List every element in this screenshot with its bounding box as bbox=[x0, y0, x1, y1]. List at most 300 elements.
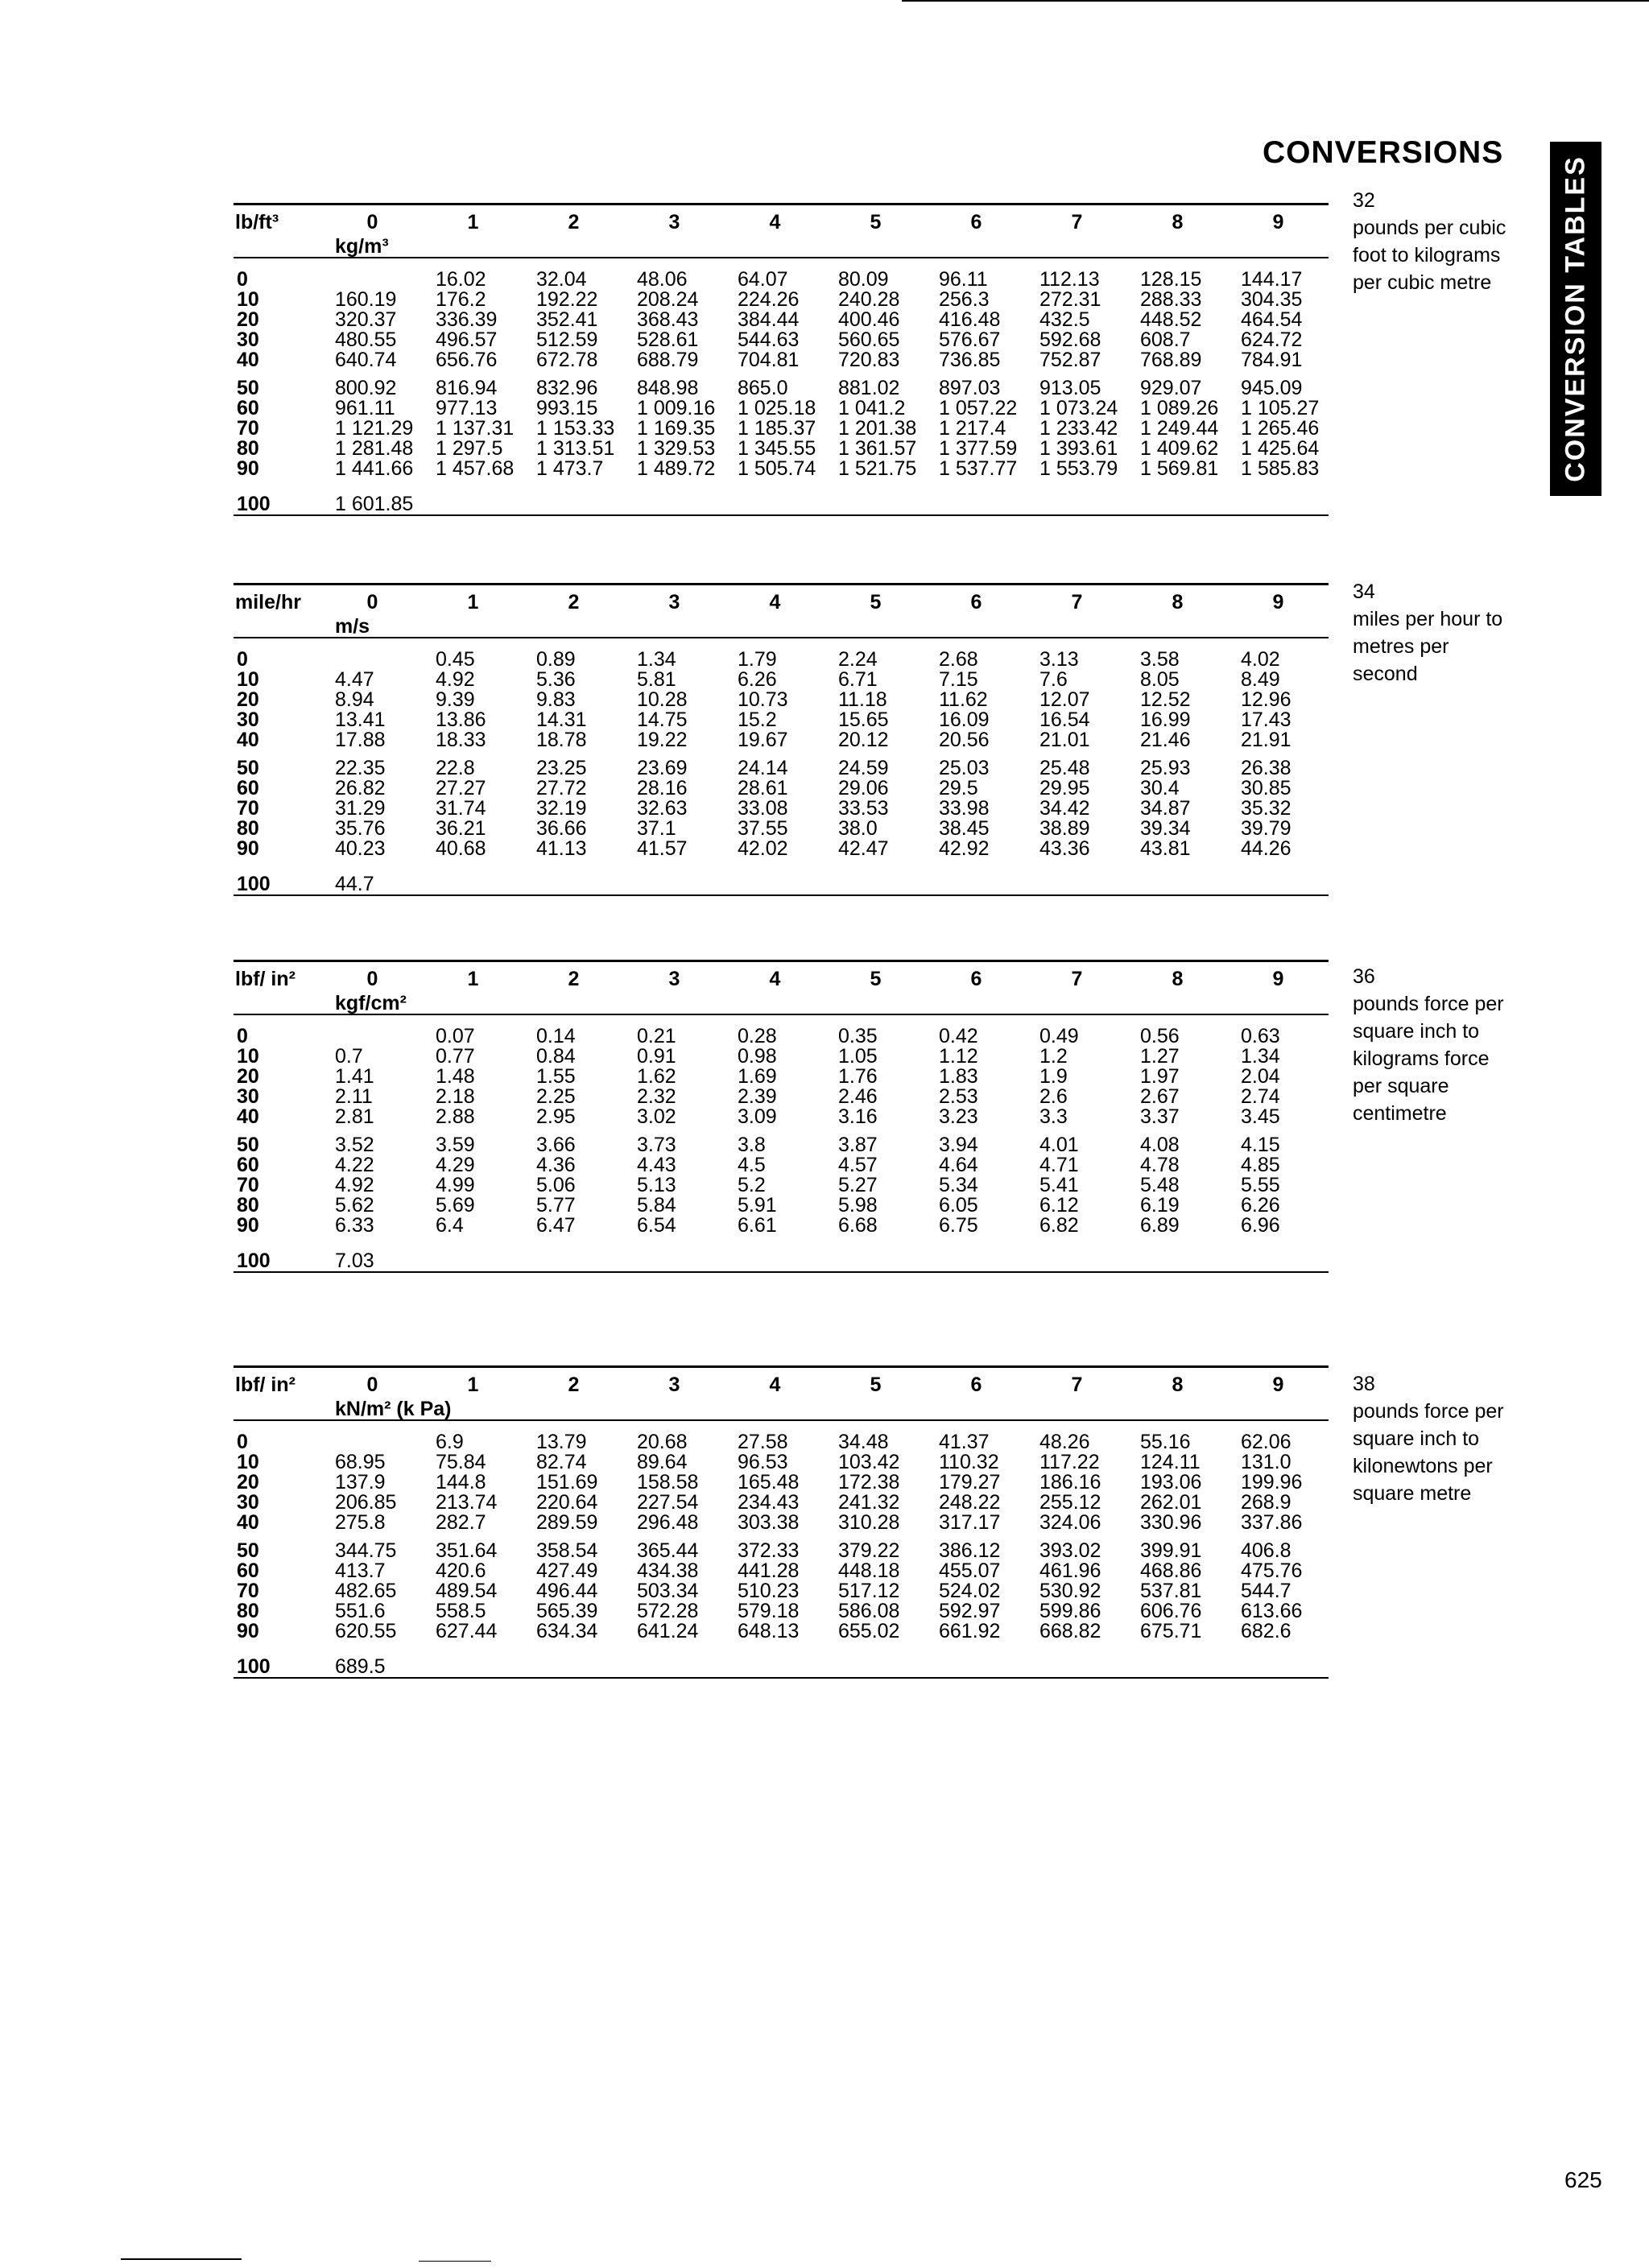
table-cell: 23.25 bbox=[536, 757, 587, 779]
table-cell: 606.76 bbox=[1140, 1600, 1202, 1622]
row-label: 80 bbox=[237, 1194, 259, 1217]
table-cell: 406.8 bbox=[1241, 1539, 1292, 1562]
row-label: 40 bbox=[237, 729, 259, 751]
table-cell: 1.41 bbox=[335, 1065, 374, 1088]
table-row bbox=[234, 1047, 1329, 1067]
column-header: 9 bbox=[1228, 585, 1329, 613]
table-cell: 6.82 bbox=[1039, 1214, 1079, 1237]
table-cell: 6.89 bbox=[1140, 1214, 1180, 1237]
table-cell: 272.31 bbox=[1039, 288, 1101, 311]
table-cell: 675.71 bbox=[1140, 1620, 1202, 1642]
table-cell: 16.54 bbox=[1039, 708, 1090, 731]
table-cell: 379.22 bbox=[838, 1539, 900, 1562]
table-cell: 704.81 bbox=[738, 349, 800, 371]
table-cell: 2.24 bbox=[838, 648, 878, 671]
table-cell: 0.7 bbox=[335, 1045, 363, 1068]
table-cell: 413.7 bbox=[335, 1560, 386, 1582]
table-cell: 0.35 bbox=[838, 1025, 878, 1047]
from-unit: lbf/ in² bbox=[234, 961, 322, 990]
table-cell: 560.65 bbox=[838, 328, 900, 351]
row-label: 0 bbox=[237, 1431, 248, 1453]
table-cell: 1.79 bbox=[738, 648, 777, 671]
table-cell: 7.03 bbox=[322, 1244, 624, 1272]
table-cell: 25.48 bbox=[1039, 757, 1090, 779]
table-cell: 784.91 bbox=[1241, 349, 1303, 371]
table-cell: 441.28 bbox=[738, 1560, 800, 1582]
table-cell: 1 137.31 bbox=[436, 417, 515, 440]
table-cell: 448.52 bbox=[1140, 308, 1202, 331]
table-cell: 368.43 bbox=[637, 308, 699, 331]
table-cell: 29.5 bbox=[939, 777, 978, 799]
column-header: 4 bbox=[725, 1367, 825, 1396]
table-cell: 0.77 bbox=[436, 1045, 475, 1068]
table-cell: 14.31 bbox=[536, 708, 587, 731]
table-cell: 1 313.51 bbox=[536, 437, 615, 460]
table-cell: 43.81 bbox=[1140, 837, 1191, 860]
table-cell: 296.48 bbox=[637, 1511, 699, 1534]
table-cell: 48.26 bbox=[1039, 1431, 1090, 1453]
row-label: 0 bbox=[237, 1025, 248, 1047]
row-label: 70 bbox=[237, 1174, 259, 1196]
table-cell: 42.02 bbox=[738, 837, 788, 860]
table-cell: 5.34 bbox=[939, 1174, 978, 1196]
row-label: 50 bbox=[237, 1539, 259, 1562]
table-cell: 2.39 bbox=[738, 1085, 777, 1108]
table-cell: 393.02 bbox=[1039, 1539, 1101, 1562]
table-cell: 7.6 bbox=[1039, 668, 1068, 691]
table-cell: 720.83 bbox=[838, 349, 900, 371]
table-cell: 1 121.29 bbox=[335, 417, 414, 440]
table-cell: 1 425.64 bbox=[1241, 437, 1320, 460]
table-cell: 1.12 bbox=[939, 1045, 978, 1068]
table-row bbox=[234, 350, 1329, 370]
table-cell: 1 217.4 bbox=[939, 417, 1006, 440]
target-unit-row bbox=[234, 1395, 1329, 1420]
table-cell: 33.08 bbox=[738, 797, 788, 820]
table-cell: 22.35 bbox=[335, 757, 386, 779]
column-header: 2 bbox=[523, 204, 624, 233]
column-header: 8 bbox=[1127, 204, 1228, 233]
table-cell: 1.83 bbox=[939, 1065, 978, 1088]
table-cell: 372.33 bbox=[738, 1539, 800, 1562]
table-cell: 6.33 bbox=[335, 1214, 374, 1237]
table-cell: 1.27 bbox=[1140, 1045, 1180, 1068]
table-row bbox=[234, 1196, 1329, 1216]
table-cell: 4.29 bbox=[436, 1154, 475, 1176]
table-row bbox=[234, 439, 1329, 459]
table-cell: 193.06 bbox=[1140, 1471, 1202, 1493]
table-cell: 4.99 bbox=[436, 1174, 475, 1196]
column-header: 0 bbox=[322, 585, 423, 613]
column-header: 3 bbox=[624, 1367, 725, 1396]
table-cell: 1 041.2 bbox=[838, 397, 906, 419]
row-label: 0 bbox=[237, 648, 248, 671]
column-header: 6 bbox=[926, 204, 1027, 233]
column-header: 4 bbox=[725, 204, 825, 233]
table-cell: 0.89 bbox=[536, 648, 576, 671]
row-label: 70 bbox=[237, 1580, 259, 1602]
table-cell: 330.96 bbox=[1140, 1511, 1202, 1534]
row-label: 10 bbox=[237, 1451, 259, 1473]
table-cell: 6.26 bbox=[1241, 1194, 1280, 1217]
table-cell: 6.71 bbox=[838, 668, 878, 691]
table-cell: 599.86 bbox=[1039, 1600, 1101, 1622]
table-cell: 0.91 bbox=[637, 1045, 676, 1068]
top-rule bbox=[902, 0, 1649, 2]
table-cell: 480.55 bbox=[335, 328, 397, 351]
table-cell: 144.17 bbox=[1241, 268, 1303, 291]
table-row bbox=[234, 819, 1329, 839]
table-cell: 8.05 bbox=[1140, 668, 1180, 691]
table-cell: 6.54 bbox=[637, 1214, 676, 1237]
table-cell: 1 009.16 bbox=[637, 397, 716, 419]
page-number: 625 bbox=[1564, 2167, 1602, 2192]
table-cell: 5.55 bbox=[1241, 1174, 1280, 1196]
conversion-grid bbox=[234, 583, 1329, 896]
table-cell: 4.5 bbox=[738, 1154, 766, 1176]
table-cell: 25.03 bbox=[939, 757, 990, 779]
table-row bbox=[234, 1473, 1329, 1493]
conversion-grid bbox=[234, 203, 1329, 516]
table-cell: 179.27 bbox=[939, 1471, 1001, 1493]
caption-text: miles per hour to metres per second bbox=[1353, 608, 1503, 685]
table-cell: 40.68 bbox=[436, 837, 486, 860]
table-cell: 0.21 bbox=[637, 1025, 676, 1047]
table-row bbox=[234, 310, 1329, 330]
table-cell: 16.02 bbox=[436, 268, 486, 291]
table-cell: 20.56 bbox=[939, 729, 990, 751]
table-cell: 13.41 bbox=[335, 708, 386, 731]
table-cell: 1 025.18 bbox=[738, 397, 816, 419]
table-cell: 544.7 bbox=[1241, 1580, 1292, 1602]
table-cell: 32.04 bbox=[536, 268, 587, 291]
table-cell: 16.99 bbox=[1140, 708, 1191, 731]
conversion-grid bbox=[234, 960, 1329, 1273]
row-label: 60 bbox=[237, 777, 259, 799]
table-cell: 434.38 bbox=[637, 1560, 699, 1582]
table-cell: 688.79 bbox=[637, 349, 699, 371]
table-cell: 38.89 bbox=[1039, 817, 1090, 840]
table-cell: 624.72 bbox=[1241, 328, 1303, 351]
table-cell bbox=[322, 1432, 423, 1452]
column-header: 3 bbox=[624, 585, 725, 613]
table-cell: 1 057.22 bbox=[939, 397, 1018, 419]
table-cell: 89.64 bbox=[637, 1451, 688, 1473]
table-cell: 1 409.62 bbox=[1140, 437, 1219, 460]
table-cell: 5.81 bbox=[637, 668, 676, 691]
row-label: 50 bbox=[237, 757, 259, 779]
column-header: 1 bbox=[423, 204, 523, 233]
table-cell: 41.13 bbox=[536, 837, 587, 860]
table-cell: 1 457.68 bbox=[436, 457, 515, 480]
table-cell: 34.42 bbox=[1039, 797, 1090, 820]
table-cell: 929.07 bbox=[1140, 377, 1202, 399]
table-row bbox=[234, 1541, 1329, 1561]
table-cell: 945.09 bbox=[1241, 377, 1303, 399]
caption-number: 38 bbox=[1353, 1373, 1375, 1395]
table-cell: 227.54 bbox=[637, 1491, 699, 1514]
row-label: 10 bbox=[237, 1045, 259, 1068]
row-label: 30 bbox=[237, 708, 259, 731]
table-cell: 96.53 bbox=[738, 1451, 788, 1473]
row-label: 80 bbox=[237, 437, 259, 460]
table-cell: 579.18 bbox=[738, 1600, 800, 1622]
row-label: 50 bbox=[237, 377, 259, 399]
table-row bbox=[234, 330, 1329, 350]
table-cell: 0.42 bbox=[939, 1025, 978, 1047]
to-unit: m/s bbox=[322, 613, 624, 638]
table-cell: 29.95 bbox=[1039, 777, 1090, 799]
table-cell: 5.91 bbox=[738, 1194, 777, 1217]
table-cell: 365.44 bbox=[637, 1539, 699, 1562]
table-cell: 38.0 bbox=[838, 817, 878, 840]
column-header: 6 bbox=[926, 961, 1027, 990]
table-cell: 268.9 bbox=[1241, 1491, 1292, 1514]
table-cell: 241.32 bbox=[838, 1491, 900, 1514]
caption-text: pounds force per square inch to kilograms force per square centimetre bbox=[1353, 993, 1504, 1125]
row-label: 60 bbox=[237, 1154, 259, 1176]
table-cell: 1 601.85 bbox=[322, 487, 624, 515]
table-cell: 16.09 bbox=[939, 708, 990, 731]
table-row bbox=[234, 758, 1329, 779]
table-cell: 24.59 bbox=[838, 757, 889, 779]
table-cell: 5.36 bbox=[536, 668, 576, 691]
table-cell: 4.01 bbox=[1039, 1134, 1079, 1156]
table-caption bbox=[1353, 1370, 1514, 1507]
row-label: 100 bbox=[234, 1650, 322, 1678]
table-cell: 17.88 bbox=[335, 729, 386, 751]
footer-rule bbox=[121, 2258, 242, 2260]
table-cell: 20.68 bbox=[637, 1431, 688, 1453]
table-cell: 80.09 bbox=[838, 268, 889, 291]
table-caption bbox=[1353, 578, 1514, 688]
table-caption bbox=[1353, 187, 1514, 296]
table-cell: 0.28 bbox=[738, 1025, 777, 1047]
table-row bbox=[234, 378, 1329, 399]
table-cell: 1 393.61 bbox=[1039, 437, 1118, 460]
table-cell: 44.7 bbox=[322, 867, 624, 895]
table-cell: 768.89 bbox=[1140, 349, 1202, 371]
table-cell: 5.62 bbox=[335, 1194, 374, 1217]
table-cell: 1 153.33 bbox=[536, 417, 615, 440]
table-cell: 62.06 bbox=[1241, 1431, 1292, 1453]
table-cell: 112.13 bbox=[1039, 268, 1100, 291]
table-cell: 3.3 bbox=[1039, 1105, 1068, 1128]
table-cell: 186.16 bbox=[1039, 1471, 1101, 1493]
table-cell: 110.32 bbox=[939, 1451, 999, 1473]
row-label: 100 bbox=[234, 1244, 322, 1272]
table-cell: 4.02 bbox=[1241, 648, 1280, 671]
row-label: 70 bbox=[237, 797, 259, 820]
table-cell: 961.11 bbox=[335, 397, 395, 419]
table-cell: 503.34 bbox=[637, 1580, 699, 1602]
table-row bbox=[234, 1432, 1329, 1452]
table-cell: 586.08 bbox=[838, 1600, 900, 1622]
table-cell: 289.59 bbox=[536, 1511, 598, 1534]
table-cell: 1 553.79 bbox=[1039, 457, 1118, 480]
table-cell: 1.2 bbox=[1039, 1045, 1068, 1068]
table-row bbox=[234, 1216, 1329, 1236]
table-cell: 35.76 bbox=[335, 817, 386, 840]
table-cell: 865.0 bbox=[738, 377, 788, 399]
table-cell: 96.11 bbox=[939, 268, 988, 291]
table-cell: 4.92 bbox=[436, 668, 475, 691]
from-unit: lb/ft³ bbox=[234, 204, 322, 233]
column-header-row bbox=[234, 204, 1329, 233]
table-cell: 2.6 bbox=[1039, 1085, 1068, 1108]
table-cell: 689.5 bbox=[322, 1650, 624, 1678]
table-cell: 32.19 bbox=[536, 797, 587, 820]
table-cell: 220.64 bbox=[536, 1491, 598, 1514]
table-cell: 32.63 bbox=[637, 797, 688, 820]
row-label: 90 bbox=[237, 1620, 259, 1642]
table-cell: 30.4 bbox=[1140, 777, 1180, 799]
table-cell: 5.2 bbox=[738, 1174, 766, 1196]
table-cell: 0.14 bbox=[536, 1025, 576, 1047]
caption-text: pounds force per square inch to kilonewtons per square metre bbox=[1353, 1400, 1504, 1505]
row-label: 100 bbox=[234, 487, 322, 515]
table-row bbox=[234, 1087, 1329, 1107]
table-cell: 1.62 bbox=[637, 1065, 676, 1088]
conversion-table bbox=[234, 203, 1329, 516]
table-cell: 1 585.83 bbox=[1241, 457, 1320, 480]
caption-number: 32 bbox=[1353, 189, 1375, 212]
table-cell: 3.58 bbox=[1140, 648, 1180, 671]
table-cell: 131.0 bbox=[1241, 1451, 1292, 1473]
table-cell: 21.91 bbox=[1241, 729, 1292, 751]
table-cell: 10.73 bbox=[738, 688, 788, 711]
table-cell: 43.36 bbox=[1039, 837, 1090, 860]
table-cell: 475.76 bbox=[1241, 1560, 1303, 1582]
table-cell: 303.38 bbox=[738, 1511, 800, 1534]
column-header: 8 bbox=[1127, 1367, 1228, 1396]
table-cell: 213.74 bbox=[436, 1491, 498, 1514]
table-cell: 3.09 bbox=[738, 1105, 777, 1128]
table-cell: 3.16 bbox=[838, 1105, 878, 1128]
table-cell: 6.47 bbox=[536, 1214, 576, 1237]
column-header: 1 bbox=[423, 585, 523, 613]
table-cell: 977.13 bbox=[436, 397, 498, 419]
column-header: 5 bbox=[825, 204, 926, 233]
column-header: 6 bbox=[926, 1367, 1027, 1396]
table-cell: 1 089.26 bbox=[1140, 397, 1219, 419]
table-row bbox=[234, 1561, 1329, 1581]
table-cell: 1.34 bbox=[1241, 1045, 1280, 1068]
row-label: 20 bbox=[237, 308, 259, 331]
table-row bbox=[234, 650, 1329, 670]
target-unit-row bbox=[234, 989, 1329, 1014]
table-row bbox=[234, 1155, 1329, 1175]
table-cell: 75.84 bbox=[436, 1451, 486, 1473]
table-cell: 661.92 bbox=[939, 1620, 1001, 1642]
table-row bbox=[234, 1135, 1329, 1155]
table-cell: 4.22 bbox=[335, 1154, 374, 1176]
table-cell: 668.82 bbox=[1039, 1620, 1101, 1642]
row-label: 80 bbox=[237, 1600, 259, 1622]
table-cell: 27.27 bbox=[436, 777, 486, 799]
table-cell: 3.87 bbox=[838, 1134, 878, 1156]
table-cell: 2.81 bbox=[335, 1105, 374, 1128]
table-cell: 15.65 bbox=[838, 708, 889, 731]
table-cell: 2.25 bbox=[536, 1085, 576, 1108]
table-cell: 344.75 bbox=[335, 1539, 397, 1562]
table-cell: 558.5 bbox=[436, 1600, 486, 1622]
table-cell: 37.1 bbox=[637, 817, 676, 840]
table-row bbox=[234, 1513, 1329, 1533]
column-header: 1 bbox=[423, 1367, 523, 1396]
table-cell: 1 201.38 bbox=[838, 417, 917, 440]
table-cell: 5.41 bbox=[1039, 1174, 1079, 1196]
table-cell: 68.95 bbox=[335, 1451, 386, 1473]
table-cell: 1 249.44 bbox=[1140, 417, 1219, 440]
column-header: 0 bbox=[322, 1367, 423, 1396]
table-cell: 11.18 bbox=[838, 688, 887, 711]
column-header: 2 bbox=[523, 961, 624, 990]
table-cell: 3.02 bbox=[637, 1105, 676, 1128]
table-cell: 1.55 bbox=[536, 1065, 576, 1088]
conversion-table bbox=[234, 583, 1329, 896]
table-cell: 317.17 bbox=[939, 1511, 1001, 1534]
table-cell: 0.98 bbox=[738, 1045, 777, 1068]
table-cell: 672.78 bbox=[536, 349, 598, 371]
table-cell: 832.96 bbox=[536, 377, 598, 399]
table-cell: 14.75 bbox=[637, 708, 688, 731]
table-cell: 6.12 bbox=[1039, 1194, 1079, 1217]
table-cell: 4.47 bbox=[335, 668, 374, 691]
table-cell: 682.6 bbox=[1241, 1620, 1292, 1642]
row-label: 70 bbox=[237, 417, 259, 440]
column-header: 0 bbox=[322, 961, 423, 990]
table-cell: 42.47 bbox=[838, 837, 889, 860]
table-cell: 8.94 bbox=[335, 688, 374, 711]
table-cell: 1 345.55 bbox=[738, 437, 816, 460]
table-cell: 6.4 bbox=[436, 1214, 464, 1237]
table-cell: 28.16 bbox=[637, 777, 688, 799]
table-cell: 124.11 bbox=[1140, 1451, 1201, 1473]
table-cell: 0.07 bbox=[436, 1025, 475, 1047]
table-cell: 537.81 bbox=[1140, 1580, 1202, 1602]
table-cell: 55.16 bbox=[1140, 1431, 1191, 1453]
table-cell: 206.85 bbox=[335, 1491, 397, 1514]
table-row bbox=[234, 290, 1329, 310]
row-label: 60 bbox=[237, 397, 259, 419]
table-cell: 1 505.74 bbox=[738, 457, 816, 480]
table-cell: 1.34 bbox=[637, 648, 676, 671]
table-cell: 17.43 bbox=[1241, 708, 1292, 731]
table-cell: 25.93 bbox=[1140, 757, 1191, 779]
table-cell: 6.9 bbox=[436, 1431, 464, 1453]
table-cell: 4.57 bbox=[838, 1154, 878, 1176]
to-unit: kgf/cm² bbox=[322, 989, 624, 1014]
table-cell: 44.26 bbox=[1241, 837, 1292, 860]
table-cell: 4.71 bbox=[1039, 1154, 1079, 1176]
table-cell: 255.12 bbox=[1039, 1491, 1101, 1514]
column-header: 7 bbox=[1027, 585, 1127, 613]
table-cell: 608.7 bbox=[1140, 328, 1191, 351]
table-cell: 432.5 bbox=[1039, 308, 1090, 331]
section-tab-label: CONVERSION TABLES bbox=[1560, 155, 1591, 482]
table-cell: 1 537.77 bbox=[939, 457, 1018, 480]
column-header: 6 bbox=[926, 585, 1027, 613]
table-cell: 21.01 bbox=[1039, 729, 1090, 751]
table-cell: 248.22 bbox=[939, 1491, 1001, 1514]
table-cell: 848.98 bbox=[637, 377, 699, 399]
row-label: 0 bbox=[237, 268, 248, 291]
table-caption bbox=[1353, 963, 1514, 1127]
table-cell: 5.84 bbox=[637, 1194, 676, 1217]
table-cell: 5.98 bbox=[838, 1194, 878, 1217]
table-cell: 6.05 bbox=[939, 1194, 978, 1217]
